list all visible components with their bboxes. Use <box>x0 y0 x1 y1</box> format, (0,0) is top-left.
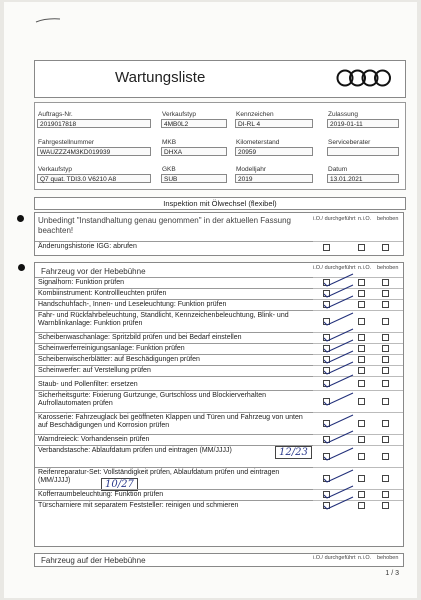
note-row: Unbedingt "Instandhaltung genau genommen" in der aktuellen Fassung beachten! <box>38 216 291 235</box>
gkb-label: GKB <box>162 166 176 173</box>
checklist-row: Verbandstasche: Ablaufdatum prüfen und eintragen (MM/JJJJ) <box>35 445 313 467</box>
checkbox-behoben[interactable] <box>382 453 389 460</box>
checkbox-nio[interactable] <box>358 356 365 363</box>
checkbox-nio[interactable] <box>358 279 365 286</box>
column-io: i.O./ durchgeführt <box>313 265 356 271</box>
pen-stroke <box>34 16 64 24</box>
checklist-row: Handschuhfach-, Innen- und Leseleuchtung: Funktion prüfen <box>35 299 313 310</box>
checklist-row: Reifenreparatur-Set: Vollständigkeit prüfen, Ablaufdatum prüfen und eintragen (MM/JJJJ) <box>35 467 313 489</box>
check-mark-icon <box>321 428 355 446</box>
checkbox-nio[interactable] <box>358 290 365 297</box>
audi-rings-logo <box>335 68 393 88</box>
page-number: 1 / 3 <box>385 570 399 577</box>
auftrags-nr-label: Auftrags-Nr. <box>38 111 73 118</box>
kennzeichen-value: DI-RL 4 <box>235 119 313 128</box>
zulassung-label: Zulassung <box>328 111 358 118</box>
vehicle-before-lift-section <box>34 262 404 547</box>
checklist-row: Sicherheitsgurte: Fixierung Gurtzunge, Gurtschloss und Blockierverhalten Aufrollautomaten prüfen <box>35 390 313 412</box>
checkbox-nio[interactable] <box>358 318 365 325</box>
serviceberater-label: Serviceberater <box>328 139 371 146</box>
check-mark-icon <box>321 372 355 390</box>
checkbox-nio[interactable] <box>358 301 365 308</box>
kennzeichen-label: Kennzeichen <box>236 111 274 118</box>
checkbox-behoben[interactable] <box>382 290 389 297</box>
mkb-value: DHXA <box>161 147 227 156</box>
column-behoben: behoben <box>377 216 399 222</box>
checklist-row: Scheibenwischerblätter: auf Beschädigungen prüfen <box>35 354 313 365</box>
checkbox-behoben[interactable] <box>382 356 389 363</box>
checklist-row: Scheinwerfer: auf Verstellung prüfen <box>35 365 313 376</box>
checkbox-behoben[interactable] <box>382 475 389 482</box>
modelljahr-value: 2019 <box>235 174 313 183</box>
checkbox-nio[interactable] <box>358 475 365 482</box>
checkbox-behoben[interactable] <box>382 436 389 443</box>
datum-label: Datum <box>328 166 348 173</box>
checklist-row: Karosserie: Fahrzeuglack bei geöffneten Klappen und Türen und Fahrzeug von unten auf Beschädigungen und Korrosion prüfen <box>35 412 313 434</box>
checklist-row: Änderungshistorie IGG: abrufen <box>35 241 313 254</box>
zulassung-value: 2019-01-11 <box>327 119 399 128</box>
checkbox-nio[interactable] <box>358 398 365 405</box>
kilometerstand-label: Kilometerstand <box>236 139 280 146</box>
vehicle-info-grid <box>34 102 406 190</box>
checklist-row: Staub- und Pollenfilter: ersetzen <box>35 376 313 390</box>
checklist-row: Signalhorn: Funktion prüfen <box>35 277 313 288</box>
column-nio: n.i.O. <box>358 555 372 561</box>
column-io: i.O./ durchgeführt <box>313 555 356 561</box>
checkbox-behoben[interactable] <box>382 334 389 341</box>
datum-value: 13.01.2021 <box>327 174 399 183</box>
checkbox-nio[interactable] <box>358 244 365 251</box>
checkbox-behoben[interactable] <box>382 279 389 286</box>
check-mark-icon <box>321 445 355 463</box>
document-header <box>34 60 406 98</box>
fahrgestellnummer-value: WAUZZZ4M3KD019939 <box>37 147 151 156</box>
checkbox-nio[interactable] <box>358 367 365 374</box>
column-behoben: behoben <box>377 265 399 271</box>
checkbox-behoben[interactable] <box>382 301 389 308</box>
modelljahr-label: Modelljahr <box>236 166 266 173</box>
checkbox-nio[interactable] <box>358 420 365 427</box>
handwritten-date: 10/27 <box>101 478 138 491</box>
inspection-type-banner: Inspektion mit Ölwechsel (flexibel) <box>34 197 406 210</box>
checkbox-behoben[interactable] <box>382 398 389 405</box>
section-title: Fahrzeug auf der Hebebühne <box>41 556 146 565</box>
check-mark-icon <box>321 494 355 512</box>
vehicle-on-lift-section <box>34 553 404 567</box>
checklist-row: Scheinwerferreinigungsanlage: Funktion prüfen <box>35 343 313 354</box>
punch-hole <box>18 264 25 271</box>
handwritten-date: 12/23 <box>275 446 312 459</box>
important-notes-section <box>34 212 404 256</box>
checklist-row: Fahr- und Rückfahrbeleuchtung, Standlicht, Kennzeichenbeleuchtung, Blink- und Warnblinkanlage: Funktion prüfen <box>35 310 313 332</box>
section-title: Fahrzeug vor der Hebebühne <box>41 267 146 276</box>
checkbox-behoben[interactable] <box>382 345 389 352</box>
checkbox-behoben[interactable] <box>382 380 389 387</box>
checklist-row: Warndreieck: Vorhandensein prüfen <box>35 434 313 445</box>
verkaufstyp2-label: Verkaufstyp <box>38 166 72 173</box>
checkbox-nio[interactable] <box>358 380 365 387</box>
column-nio: n.i.O. <box>358 216 372 222</box>
checklist-row: Kofferraumbeleuchtung: Funktion prüfen <box>35 489 313 500</box>
mkb-label: MKB <box>162 139 177 146</box>
checkbox-nio[interactable] <box>358 436 365 443</box>
column-behoben: behoben <box>377 555 399 561</box>
verkaufstyp-label: Verkaufstyp <box>162 111 196 118</box>
punch-hole <box>17 215 24 222</box>
verkaufstyp-value: 4MB0L2 <box>161 119 227 128</box>
checkbox-nio[interactable] <box>358 345 365 352</box>
document-page <box>4 2 417 598</box>
checkbox-behoben[interactable] <box>382 318 389 325</box>
checkbox-nio[interactable] <box>358 491 365 498</box>
auftrags-nr-value: 2019017818 <box>37 119 151 128</box>
document-title: Wartungsliste <box>115 69 206 86</box>
checkbox-behoben[interactable] <box>382 420 389 427</box>
checkbox-behoben[interactable] <box>382 491 389 498</box>
serviceberater-value <box>327 147 399 156</box>
fahrgestellnummer-label: Fahrgestellnummer <box>38 139 94 146</box>
checklist-row: Kombiinstrument: Kontrollleuchten prüfen <box>35 288 313 299</box>
gkb-value: SUB <box>161 174 227 183</box>
checkbox-nio[interactable] <box>358 334 365 341</box>
check-mark-icon <box>321 390 355 408</box>
checkbox-behoben[interactable] <box>382 502 389 509</box>
checkbox-nio[interactable] <box>358 502 365 509</box>
checklist-row: Türscharniere mit separatem Feststeller: reinigen und schmieren <box>35 500 313 511</box>
column-nio: n.i.O. <box>358 265 372 271</box>
check-mark-icon <box>321 293 355 311</box>
checkbox-io[interactable] <box>323 244 330 251</box>
checkbox-behoben[interactable] <box>382 244 389 251</box>
checkbox-nio[interactable] <box>358 453 365 460</box>
kilometerstand-value: 20959 <box>235 147 313 156</box>
verkaufstyp2-value: Q7 quat. TDI3.0 V6210 A8 <box>37 174 151 183</box>
column-io: i.O./ durchgeführt <box>313 216 356 222</box>
checklist-row: Scheibenwaschanlage: Spritzbild prüfen und bei Bedarf einstellen <box>35 332 313 343</box>
checkbox-behoben[interactable] <box>382 367 389 374</box>
